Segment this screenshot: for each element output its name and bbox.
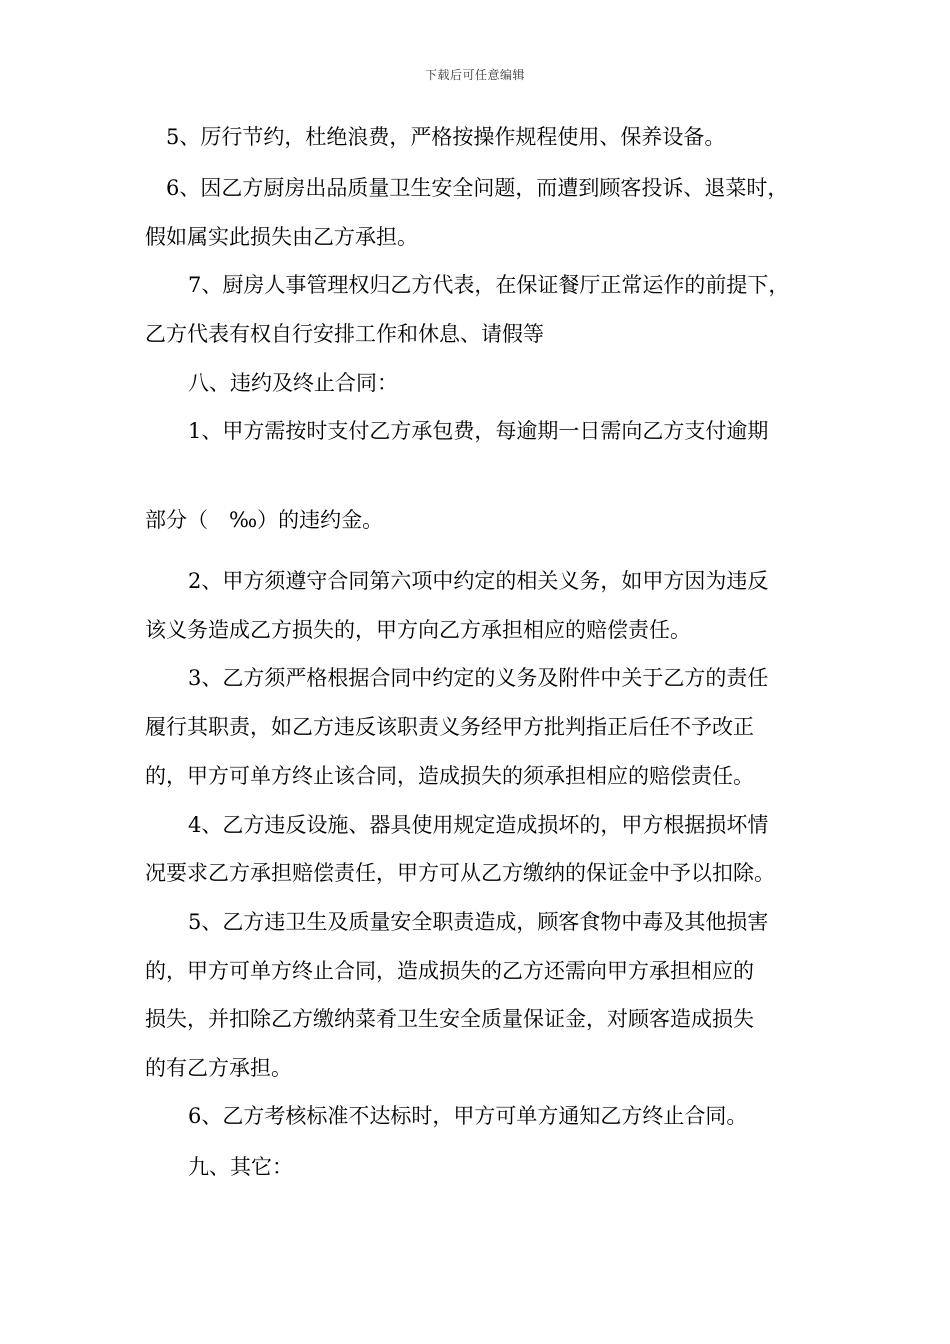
paragraph-line: 的，甲方可单方终止该合同，造成损失的须承担相应的赔偿责任。 bbox=[145, 764, 754, 788]
paragraph-line: 况要求乙方承担赔偿责任，甲方可从乙方缴纳的保证金中予以扣除。 bbox=[145, 861, 775, 885]
paragraph-line: 1、甲方需按时支付乙方承包费，每逾期一日需向乙方支付逾期 bbox=[188, 419, 769, 443]
paragraph-line: 履行其职责，如乙方违反该职责义务经甲方批判指正后任不予改正 bbox=[145, 715, 754, 739]
page-header: 下载后可任意编辑 bbox=[424, 68, 525, 82]
section-heading: 九、其它： bbox=[188, 1155, 293, 1179]
paragraph-line: 损失，并扣除乙方缴纳菜肴卫生安全质量保证金，对顾客造成损失 bbox=[145, 1007, 754, 1031]
paragraph-line: 4、乙方违反设施、器具使用规定造成损坏的，甲方根据损坏情 bbox=[188, 813, 769, 837]
paragraph-line: 5、厉行节约，杜绝浪费，严格按操作规程使用、保养设备。 bbox=[166, 125, 726, 149]
paragraph-line: 6、因乙方厨房出品质量卫生安全问题，而遭到顾客投诉、退菜时， bbox=[166, 176, 789, 200]
paragraph-line: 部分（ ‰）的违约金。 bbox=[145, 508, 384, 532]
paragraph-line: 乙方代表有权自行安排工作和休息、请假等 bbox=[145, 322, 544, 346]
paragraph-line: 3、乙方须严格根据合同中约定的义务及附件中关于乙方的责任 bbox=[188, 666, 769, 690]
paragraph-line: 7、厨房人事管理权归乙方代表，在保证餐厅正常运作的前提下， bbox=[188, 273, 790, 297]
paragraph-line: 假如属实此损失由乙方承担。 bbox=[145, 225, 418, 249]
paragraph-line: 5、乙方违卫生及质量安全职责造成，顾客食物中毒及其他损害 bbox=[188, 910, 769, 934]
paragraph-line: 该义务造成乙方损失的，甲方向乙方承担相应的赔偿责任。 bbox=[145, 618, 691, 642]
paragraph-line: 6、乙方考核标准不达标时，甲方可单方通知乙方终止合同。 bbox=[188, 1104, 748, 1128]
paragraph-line: 的，甲方可单方终止合同，造成损失的乙方还需向甲方承担相应的 bbox=[145, 959, 754, 983]
section-heading: 八、违约及终止合同： bbox=[188, 371, 398, 395]
paragraph-line: 的有乙方承担。 bbox=[145, 1056, 292, 1080]
paragraph-line: 2、甲方须遵守合同第六项中约定的相关义务，如甲方因为违反 bbox=[188, 569, 769, 593]
